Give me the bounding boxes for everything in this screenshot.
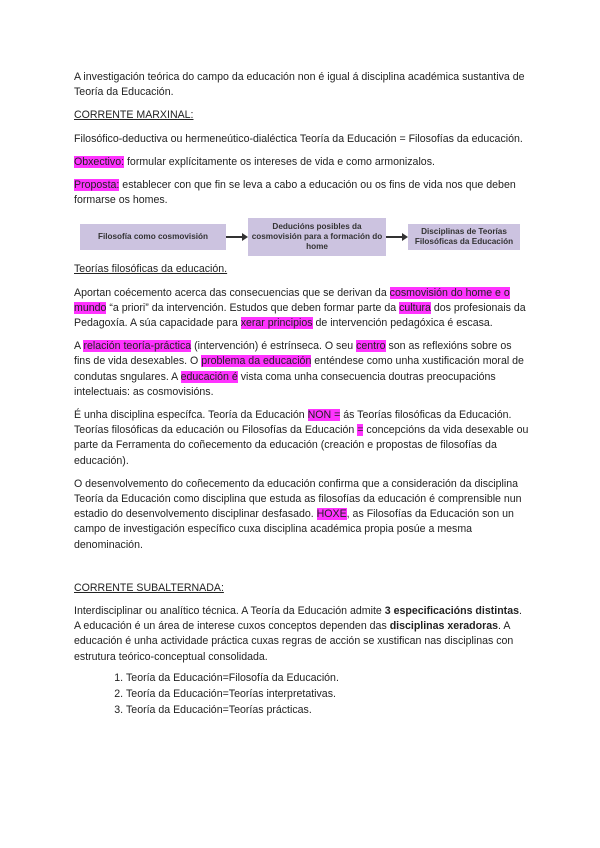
flow-arrow-2	[386, 232, 408, 242]
list-item: 3. Teoría da Educación=Teorías prácticas.	[126, 703, 530, 718]
list-item: 2. Teoría da Educación=Teorías interpretativas.	[126, 687, 530, 702]
text-run: enténdese como unha xustificación moral de condutas sngulares. A	[74, 355, 524, 383]
document-page	[74, 70, 530, 720]
highlight-principios: xerar principios	[240, 317, 313, 330]
highlight-cultura: cultura	[399, 301, 431, 314]
spacer	[74, 561, 530, 581]
text-run: vista coma unha consecuencia doutras preocupacións intelectuais: as cosmovisións.	[74, 370, 496, 398]
highlight-centro: centro	[356, 340, 386, 353]
proposal-text: establecer con que fin se leva a cabo a educación ou os fins de vida nos que deben formarse os homes.	[74, 179, 516, 207]
text-run: dos profesionais da Pedagoxía. A súa capacidade para	[74, 301, 526, 330]
highlight-problema: problema da educación	[201, 355, 312, 368]
text-run: . A educación é unha actividade práctica cuxas regras de acción se xustifican nas disciplinas con estrutura teórico-conceptual consolidada.	[74, 620, 514, 663]
marxinal-definition: Filosófico-deductiva ou hermeneútico-dialéctica Teoría da Educación = Filosofías da educación.	[74, 132, 523, 145]
flow-arrow-1	[226, 232, 248, 242]
list-item: 1. Teoría da Educación=Filosofía da Educación.	[126, 671, 530, 686]
text-run: (intervención) é estrínseca. O seu	[191, 340, 357, 353]
text-run: Aportan coécemento acerca das consecuencias que se derivan da	[74, 286, 390, 299]
bold-especificacions: 3 especificacións distintas	[384, 605, 519, 618]
highlight-relacion: relación teoría-práctica	[83, 340, 192, 353]
section-heading-teorias: Teorías filosóficas da educación.	[74, 263, 228, 276]
text-run: ás Teorías filosóficas da Educación. Teorías filosóficas da educación ou Filosofías da Educación	[74, 409, 512, 437]
text-run: Interdisciplinar ou analítico técnica. A Teoría da Educación admite	[74, 605, 385, 618]
text-run: de intervención pedagóxica é escasa.	[312, 317, 493, 330]
section-heading-marxinal: CORRENTE MARXINAL:	[74, 109, 194, 122]
subalternada-paragraph	[74, 604, 530, 665]
teorias-paragraph-2	[74, 339, 530, 400]
highlight-hoxe: HOXE	[316, 508, 347, 521]
highlight-educacion: educación é	[180, 370, 238, 383]
text-run: . A educación é un área de interese cuxos conceptos dependen das	[74, 605, 522, 633]
teorias-paragraph-3	[74, 408, 530, 469]
teorias-paragraph-4	[74, 477, 530, 553]
flow-box-cosmovision: Filosofía como cosmovisión	[80, 224, 226, 250]
text-run: O desenvolvemento do coñecemento da educación confirma que a consideración da disciplina Teoría da Educación como disciplina que estuda as filosofías da educación é comprensible nun estadio do desenvolvemento disciplinar desfasado.	[74, 477, 522, 521]
highlight-non-igual: NON =	[307, 409, 341, 422]
objective-label: Obxectivo:	[74, 155, 125, 168]
text-run: “a priori” da intervención. Estudos que deben formar parte da	[106, 301, 400, 314]
proposal-label: Proposta:	[74, 179, 120, 192]
flow-diagram	[80, 218, 520, 256]
objective-text: formular explícitamente os intereses de vida e como armonizalos.	[124, 155, 435, 168]
section-heading-subalternada: CORRENTE SUBALTERNADA:	[74, 581, 224, 594]
text-run: son as reflexións sobre os fins de vida desexables. O	[74, 340, 512, 368]
flow-box-disciplines: Disciplinas de Teorías Filosóficas da Educación	[408, 224, 520, 250]
text-run: A	[74, 340, 84, 353]
intro-paragraph: A investigación teórica do campo da educación non é igual á disciplina académica sustantiva de Teoría da Educación.	[74, 71, 525, 99]
specifications-list	[74, 671, 530, 719]
teorias-paragraph-1	[74, 286, 530, 332]
text-run: concepcións da vida desexable ou parte da Ferramenta do coñecemento da educación (creación e propostas de filosofías da educación).	[74, 424, 529, 467]
bold-disciplinas: disciplinas xeradoras	[389, 620, 499, 633]
objective-paragraph	[74, 155, 530, 170]
text-run: , as Filosofías da Educación son un campo de investigación específico cuxa disciplina académica propia posúe a mesma denominación.	[74, 508, 514, 551]
flow-box-deductions: Deducións posibles da cosmovisión para a formación do home	[248, 218, 386, 256]
highlight-cosmovision: cosmovisión do home e o mundo	[74, 286, 510, 314]
highlight-igual: =	[357, 424, 364, 437]
text-run: É unha disciplina específca. Teoría da Educación	[74, 409, 308, 422]
proposal-paragraph	[74, 178, 530, 208]
